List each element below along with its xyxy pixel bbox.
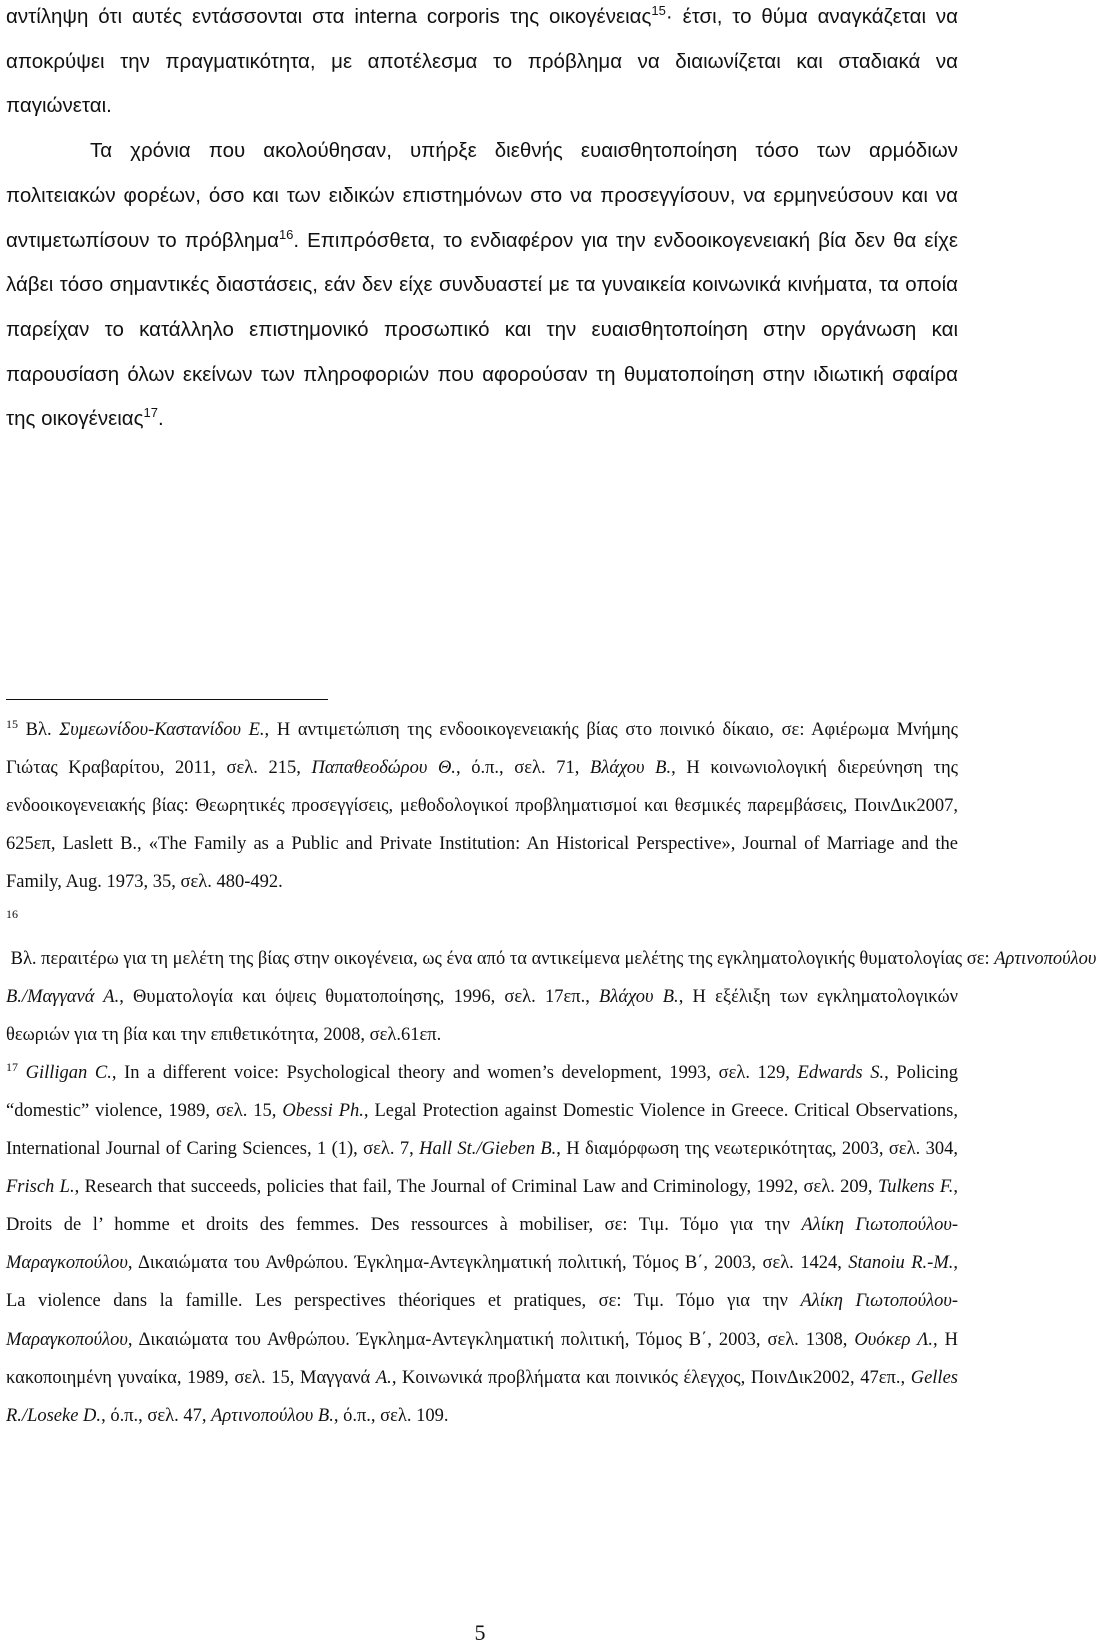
paragraph-2 [6,129,958,442]
footnote-text: , ό.π., σελ. 109. [333,1405,449,1426]
author-citation: Tulkens F. [877,1177,954,1198]
footnote-text: , Η διαμόρφωση της νεωτερικότητας, 2003, σελ. 304, [556,1139,958,1160]
paragraph-1 [6,0,958,129]
author-citation: Συμεωνίδου-Καστανίδου Ε. [59,720,265,740]
author-citation: Frisch L. [6,1177,75,1198]
footnote-text [18,1063,26,1083]
footnote-ref-15[interactable]: 15 [651,3,666,19]
page-number: 5 [474,1620,486,1645]
footnote-text: , Legal Protection against Domestic Violence in Greece. Critical Observations, International Journal of Caring Sciences, 1 (1), σελ. 7, [6,1100,958,1160]
paragraph-2-text: Τα χρόνια που ακολούθησαν, υπήρξε διεθνής ευαισθητοποίηση τόσο των αρμόδιων πολιτειακών φορέων, όσο και των ειδικών επιστημόνων στο να προσεγγίσουν, να ερμηνεύσουν και να αντιμετωπίσουν το πρόβλημα [6,139,958,252]
author-citation: Hall St./Gieben B. [419,1139,557,1160]
author-citation: Edwards S. [797,1062,885,1083]
footnote-text: , La violence dans la famille. Les perspectives théoriques et pratiques, σε: Τιμ. Τόμο για την [6,1253,958,1312]
paragraph-2-end: . [157,407,164,431]
author-citation: Παπαθεοδώρου Θ. [311,758,456,779]
footnote-text: , Research that succeeds, policies that fail, The Journal of Criminal Law and Criminology, 1992, σελ. 209, [74,1177,878,1198]
footnote-text: Βλ. περαιτέρω για τη μελέτη της βίας στην οικογένεια, ως ένα από τα αντικείμενα μελέτης της εγκληματολογικής θυματολογίας σε: [6,948,995,969]
author-citation: Αρτινοπούλου Β. [211,1405,334,1426]
footnote-text: , Θυματολογία και όψεις θυματοποίησης, 1996, σελ. 17επ., [119,986,600,1007]
author-citation: Βλάχου Β. [590,758,672,779]
paragraph-1-text: αντίληψη ότι αυτές εντάσσονται στα interna corporis της οικογένειας [6,5,652,28]
footnotes [6,711,1096,1435]
author-citation: Obessi Ph. [282,1100,364,1121]
footnote-text: , Κοινωνικά προβλήματα και ποινικός έλεγχος, ΠοινΔικ2002, 47επ., [391,1367,911,1388]
author-citation: Stanoiu R.-M. [848,1253,954,1274]
footnote-text: , ό.π., σελ. 47, [101,1405,212,1426]
paragraph-1-text-cont: · έτσι, το θύμα αναγκάζεται να αποκρύψει την πραγματικότητα, με αποτέλεσμα το πρόβλημα να διαιωνίζεται και σταδιακά να παγιώνεται. [6,5,958,118]
footnote-text: , Η αντιμετώπιση της ενδοοικογενειακής βίας στο ποινικό δίκαιο, σε: Αφιέρωμα Μνήμης Γιώτας Κραβαρίτου, 2011, σελ. 215, [6,720,958,779]
author-citation: Gelles R./Loseke D. [6,1367,958,1426]
footnote-ref-16[interactable]: 16 [278,226,294,242]
footnote-text: , Η εξέλιξη των εγκληματολογικών θεωριών για τη βία και την επιθετικότητα, 2008, σελ.61επ. [6,986,958,1045]
author-citation: Αλίκη Γιωτοπούλου-Μαραγκοπούλου [6,1291,958,1350]
footnote-text: , In a different voice: Psychological theory and women’s development, 1993, σελ. 129, [111,1062,798,1083]
footnote-text: , ό.π., σελ. 71, [455,758,591,779]
author-citation: Αλίκη Γιωτοπούλου-Μαραγκοπούλου [6,1215,958,1274]
footnote-15 [6,711,958,901]
footnote-separator [6,699,328,700]
footnote-ref-17[interactable]: 17 [143,405,158,421]
author-citation: Α. [375,1367,392,1388]
author-citation: Βλάχου Β. [599,986,679,1007]
footnote-text: , Η κακοποιημένη γυναίκα, 1989, σελ. 15, Μαγγανά [6,1329,958,1388]
footnote-text: , Δικαιώματα του Ανθρώπου. Έγκλημα-Αντεγκληματική πολιτική, Τόμος Β΄, 2003, σελ. 1424, [127,1253,849,1274]
footnote-text: , Δικαιώματα του Ανθρώπου. Έγκλημα-Αντεγκληματική πολιτική, Τόμος Β΄, 2003, σελ. 1308, [127,1329,855,1350]
paragraph-2-text-cont: . Επιπρόσθετα, το ενδιαφέρον για την ενδοοικογενειακή βία δεν θα είχε λάβει τόσο σημαντικές διαστάσεις, εάν δεν είχε συνδυαστεί με τα γυναικεία κοινωνικά κινήματα, τα οποία παρείχαν το κατάλληλο επιστημονικό προσωπικό και την ευαισθητοποίηση στην οργάνωση και παρουσίαση όλων εκείνων των πληροφοριών που αφορούσαν τη θυματοποίηση στην ιδιωτική σφαίρα της οικογένειας [6,228,958,431]
author-citation: Gilligan C. [25,1062,112,1083]
author-citation: Ουόκερ Λ. [854,1329,934,1350]
author-citation: Αρτινοπούλου Β./Μαγγανά Α. [6,948,1096,1007]
footnote-number: 16 [6,907,18,922]
footnote-16 [6,901,1096,1053]
footnote-text: Βλ. [18,720,60,740]
footnote-text: , Η κοινωνιολογική διερεύνηση της ενδοοικογενειακής βίας: Θεωρητικές προσεγγίσεις, μεθοδολογικοί προβληματισμοί και θεσμικές παρεμβάσεις, ΠοινΔικ2007, 625επ, Laslett B., «The Family as a Public and Private Institution: An Historical Perspective», Journal of Marriage and the Family, Aug. 1973, 35, σελ. 480-492. [6,758,958,893]
footnote-number: 15 [6,716,18,731]
footnote-17 [6,1054,958,1435]
footnote-text: , Policing “domestic” violence, 1989, σελ. 15, [6,1062,958,1121]
footnote-number: 17 [6,1059,18,1074]
main-text [6,0,958,442]
footnote-text: , Droits de l’ homme et droits des femmes. Des ressources à mobiliser, σε: Τιμ. Τόμο για την [6,1177,959,1236]
